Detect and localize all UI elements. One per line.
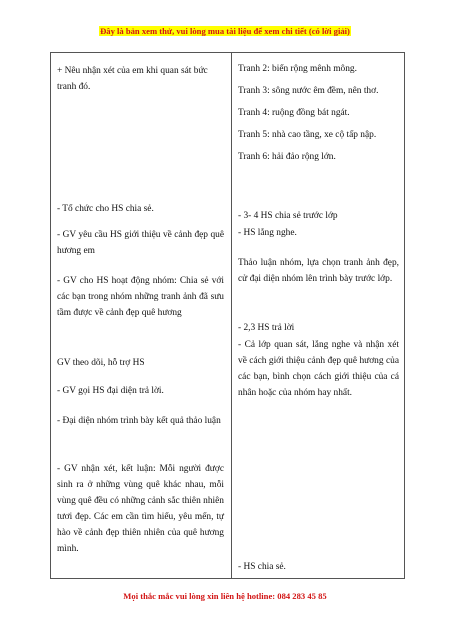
right-paragraph-6: - 3- 4 HS chia sẻ trước lớp <box>238 211 338 221</box>
right-paragraph-9: - 2,3 HS trả lời <box>238 323 295 333</box>
right-paragraph-10: - Cả lớp quan sát, lắng nghe và nhận xét về cách giới thiệu cảnh đẹp quê hương của các bạn, bình chọn cách giới thiệu của cá nhân hoặc của nhóm hay nhất. <box>238 340 399 398</box>
hotline-banner <box>0 591 450 601</box>
right-paragraph-4: Tranh 5: nhà cao tầng, xe cộ tấp nập. <box>238 130 377 140</box>
right-paragraph-2: Tranh 3: sông nước êm đềm, nên thơ. <box>238 86 379 96</box>
left-paragraph-5: GV theo dõi, hỗ trợ HS <box>57 358 145 368</box>
right-paragraph-1: Tranh 2: biển rộng mênh mông. <box>238 64 357 74</box>
left-paragraph-1: + Nêu nhận xét của em khi quan sát bức tranh đó. <box>57 66 208 92</box>
left-paragraph-8: - GV nhận xét, kết luận: Mỗi người được sinh ra ở những vùng quê khác nhau, mỗi vùng quê đều có những cảnh sắc thiên nhiên tươi đẹp. Các em cần tìm hiểu, yêu mến, tự hào về cảnh đẹp thiên nhiên của quê hương mình. <box>57 464 224 554</box>
right-paragraph-8: Thảo luận nhóm, lựa chọn tranh ảnh đẹp, cử đại diện nhóm lên trình bày trước lớp. <box>238 258 399 284</box>
left-paragraph-2: - Tổ chức cho HS chia sẻ. <box>57 204 154 214</box>
lesson-table <box>50 52 405 579</box>
right-paragraph-7: - HS lắng nghe. <box>238 228 297 238</box>
left-paragraph-6: - GV gọi HS đại diện trả lời. <box>57 386 164 396</box>
hotline-banner-text: Mọi thắc mắc vui lòng xin liên hệ hotline: 084 283 45 85 <box>123 591 327 601</box>
student-activities-column <box>232 53 406 578</box>
right-paragraph-11: - HS chia sẻ. <box>238 562 286 572</box>
left-paragraph-3: - GV yêu cầu HS giới thiệu về cảnh đẹp quê hương em <box>57 230 224 256</box>
right-paragraph-3: Tranh 4: ruộng đồng bát ngát. <box>238 108 350 118</box>
preview-banner-text: Đây là bản xem thử, vui lòng mua tài liệu để xem chi tiết (có lời giải) <box>100 26 350 36</box>
teacher-activities-column <box>51 53 231 578</box>
left-paragraph-7: - Đại diện nhóm trình bày kết quả thảo luận <box>57 416 221 426</box>
preview-banner <box>0 26 450 36</box>
left-paragraph-4: - GV cho HS hoạt động nhóm: Chia sẻ với các bạn trong nhóm những tranh ảnh đã sưu tầm được về cảnh đẹp quê hương <box>57 276 224 318</box>
right-paragraph-5: Tranh 6: hải đảo rộng lớn. <box>238 152 336 162</box>
